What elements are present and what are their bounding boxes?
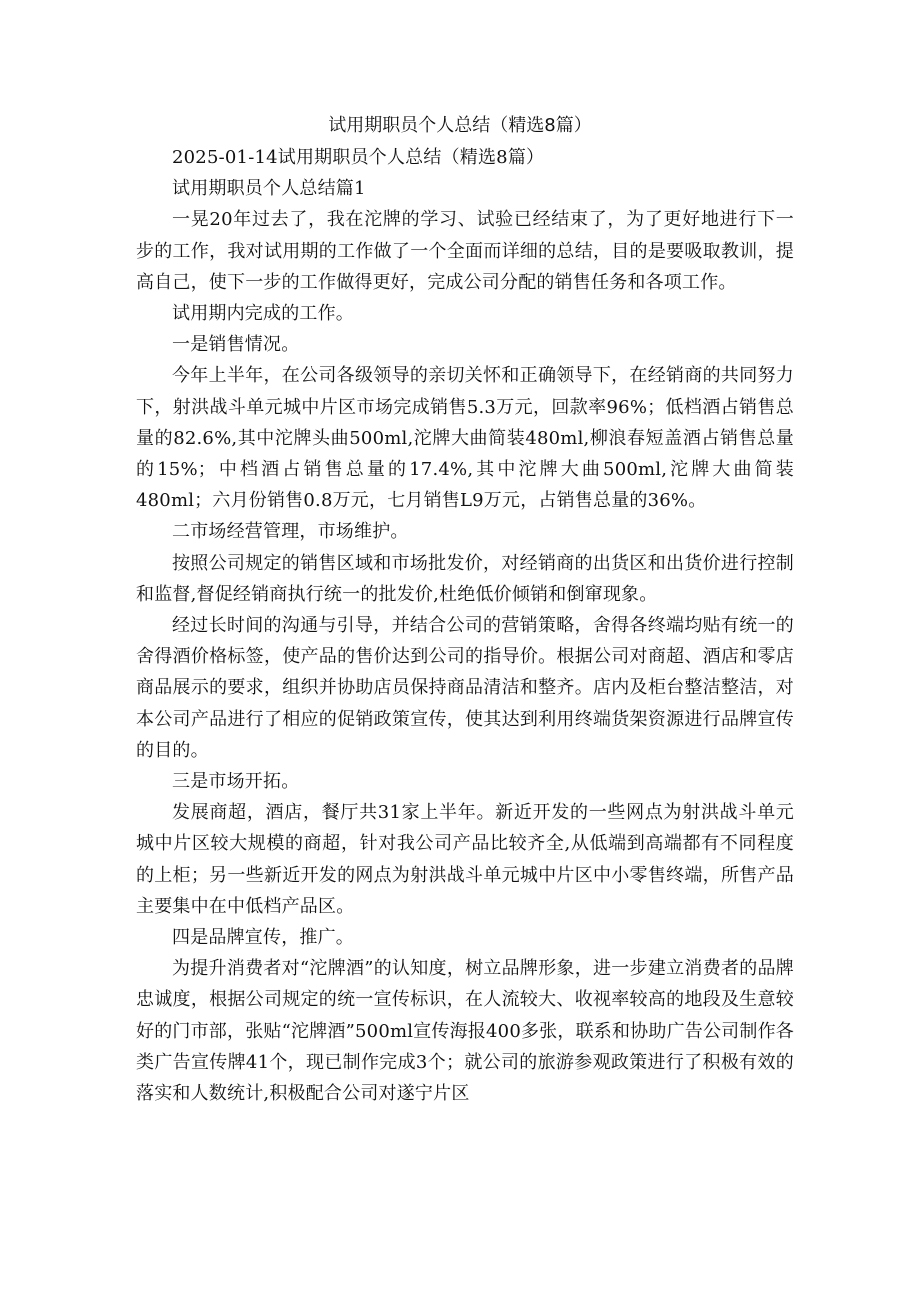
paragraph: 经过长时间的沟通与引导，并结合公司的营销策略，舍得各终端均贴有统一的舍得酒价格标签，使产品的售价达到公司的指导价。根据公司对商超、酒店和零店商品展示的要求，组织并协助店员保持商品清洁和整齐。店内及柜台整洁整洁，对本公司产品进行了相应的促销政策宣传，使其达到利用终端货架资源进行品牌宣传的目的。: [136, 615, 794, 761]
document-title: 试用期职员个人总结（精选8篇）: [328, 115, 592, 136]
paragraph: 二市场经营管理，市场维护。: [172, 521, 409, 543]
paragraph: 四是品牌宣传，推广。: [172, 927, 354, 949]
paragraph: 一是销售情况。: [172, 334, 300, 356]
document-body: [136, 142, 794, 1109]
paragraph: 按照公司规定的销售区域和市场批发价，对经销商的出货区和出货价进行控制和监督,督促经销商执行统一的批发价,杜绝低价倾销和倒窜现象。: [136, 552, 794, 605]
paragraph: 试用期内完成的工作。: [172, 303, 354, 325]
paragraph: 为提升消费者对“沱牌酒”的认知度，树立品牌形象，进一步建立消费者的品牌忠诚度，根据公司规定的统一宣传标识，在人流较大、收视率较高的地段及生意较好的门市部，张贴“沱牌酒”500ml宣传海报400多张，联系和协助广告公司制作各类广告宣传牌41个，现已制作完成3个；就公司的旅游参观政策进行了积极有效的落实和人数统计,积极配合公司对遂宁片区: [136, 958, 794, 1105]
paragraph: 发展商超，酒店，餐厅共31家上半年。新近开发的一些网点为射洪战斗单元城中片区较大规模的商超，针对我公司产品比较齐全,从低端到高端都有不同程度的上柜；另一些新近开发的网点为射洪战斗单元城中片区中小零售终端，所售产品主要集中在中低档产品区。: [136, 802, 794, 917]
paragraph: 三是市场开拓。: [172, 771, 300, 793]
date-line: 2025-01-14试用期职员个人总结（精选8篇）: [172, 147, 545, 168]
section-heading: 试用期职员个人总结篇1: [172, 178, 366, 200]
paragraph: 今年上半年，在公司各级领导的亲切关怀和正确领导下，在经销商的共同努力下，射洪战斗单元城中片区市场完成销售5.3万元，回款率96%；低档酒占销售总量的82.6%,其中沱牌头曲500ml,沱牌大曲简装480ml,柳浪春短盖酒占销售总量的15%；中档酒占销售总量的17.4%,其中沱牌大曲500ml,沱牌大曲简装480ml；六月份销售0.8万元，七月销售L9万元，占销售总量的36%。: [136, 365, 794, 512]
paragraph: 一晃20年过去了，我在沱牌的学习、试验已经结束了，为了更好地进行下一步的工作，我对试用期的工作做了一个全面而详细的总结，目的是要吸取教训，提高自己，使下一步的工作做得更好，完成公司分配的销售任务和各项工作。: [136, 209, 794, 293]
